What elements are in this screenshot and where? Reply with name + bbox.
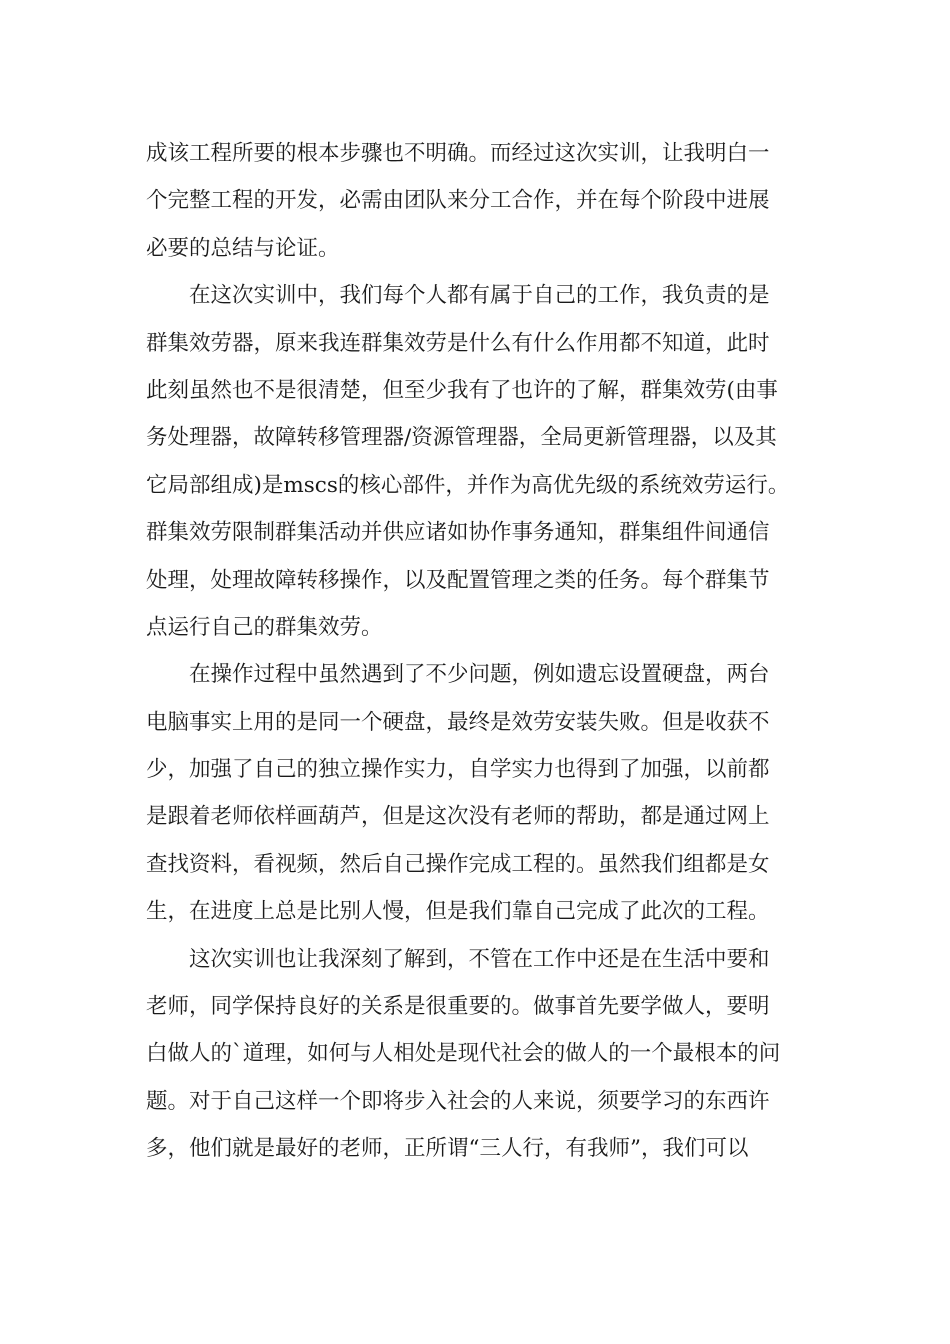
paragraph-first-line: 在这次实训中，我们每个人都有属于自己的工作，我负责的是 [189, 283, 770, 309]
body-text [146, 130, 826, 1173]
text-line: 务处理器，故障转移管理器/资源管理器，全局更新管理器，以及其 [146, 425, 777, 451]
text-line: 是跟着老师依样画葫芦，但是这次没有老师的帮助，都是通过网上 [146, 804, 770, 830]
text-line: 题。对于自己这样一个即将步入社会的人来说，须要学习的东西许 [146, 1088, 770, 1114]
text-line: 生，在进度上总是比别人慢，但是我们靠自己完成了此次的工程。 [146, 899, 770, 925]
text-line: 群集效劳限制群集活动并供应诸如协作事务通知，群集组件间通信 [146, 520, 770, 546]
text-line: 老师，同学保持良好的关系是很重要的。做事首先要学做人，要明 [146, 994, 770, 1020]
text-line: 群集效劳器，原来我连群集效劳是什么有什么作用都不知道，此时 [146, 330, 770, 356]
text-line: 成该工程所要的根本步骤也不明确。而经过这次实训，让我明白一 [146, 141, 770, 166]
text-line: 白做人的`道理，如何与人相处是现代社会的做人的一个最根本的问 [146, 1041, 781, 1067]
paragraph-first-line: 这次实训也让我深刻了解到，不管在工作中还是在生活中要和 [189, 946, 770, 972]
text-line: 查找资料，看视频，然后自己操作完成工程的。虽然我们组都是女 [146, 851, 770, 877]
text-line: 处理，处理故障转移操作，以及配置管理之类的任务。每个群集节 [146, 567, 770, 593]
text-line: 个完整工程的开发，必需由团队来分工合作，并在每个阶段中进展 [146, 188, 770, 214]
text-line: 点运行自己的群集效劳。 [146, 614, 383, 640]
text-line: 此刻虽然也不是很清楚，但至少我有了也许的了解，群集效劳(由事 [146, 377, 778, 403]
paragraph-first-line: 在操作过程中虽然遇到了不少问题，例如遗忘设置硬盘，两台 [189, 662, 770, 688]
text-line: 必要的总结与论证。 [146, 235, 340, 261]
text-line: 电脑事实上用的是同一个硬盘，最终是效劳安装失败。但是收获不 [146, 709, 770, 735]
text-line: 它局部组成)是mscs的核心部件，并作为高优先级的系统效劳运行。 [146, 472, 790, 498]
text-line: 多，他们就是最好的老师，正所谓“三人行，有我师”，我们可以 [146, 1136, 749, 1162]
text-line: 少，加强了自己的独立操作实力，自学实力也得到了加强，以前都 [146, 757, 770, 783]
